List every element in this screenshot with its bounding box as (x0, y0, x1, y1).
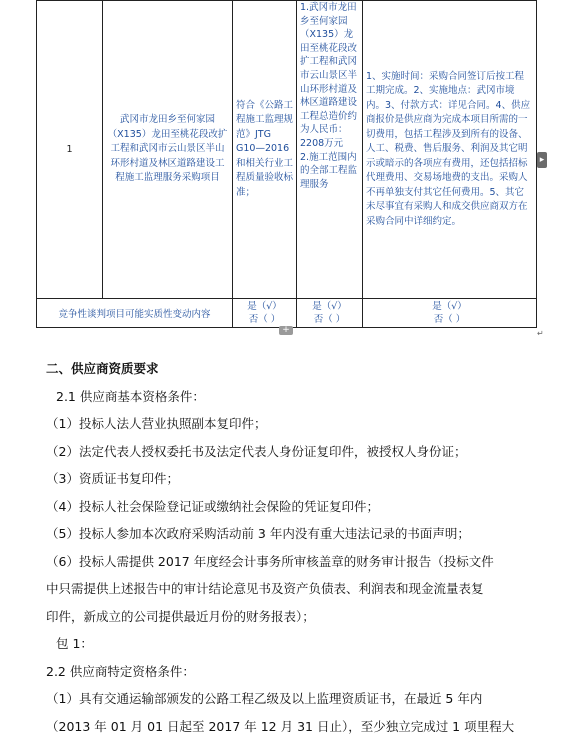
paragraph-mark-icon: ↵ (537, 329, 544, 338)
table-row (37, 1, 537, 299)
content-item: 1.武冈市龙田乡至何家园（X135）龙田至桃花段改扩工程和武冈市云山景区半山环形村道及林区道路建设工程总造价约为人民币：2208万元 (300, 2, 358, 149)
chevron-right-icon: ▸ (539, 155, 545, 165)
plus-icon: + (282, 325, 290, 335)
list-item: （3）资质证书复印件； (46, 471, 179, 486)
list-item: （4）投标人社会保险登记证或缴纳社会保险的凭证复印件； (46, 498, 379, 514)
footer-label: 竞争性谈判项目可能实质性变动内容 (37, 299, 233, 328)
yes-no-cell (363, 299, 537, 328)
package-label: 包 1： (56, 636, 93, 651)
row-resize-handle[interactable] (537, 152, 547, 168)
yes-no-cell (233, 299, 297, 328)
project-name-cell: 武冈市龙田乡至何家园（X135）龙田至桃花段改扩工程和武冈市云山景区半山环形村道及林区道路建设工程施工监理服务采购项目 (103, 1, 233, 299)
list-item: （2）法定代表人授权委托书及法定代表人身份证复印件，被授权人身份证； (46, 443, 467, 459)
list-item: （2013 年 01 月 01 日起至 2017 年 12 月 31 日止），至少独立完成过 1 项里程大 (46, 718, 515, 734)
table-row-footer (37, 299, 537, 328)
list-item: （6）投标人需提供 2017 年度经会计事务所审核盖章的财务审计报告（投标文件 (46, 553, 494, 569)
content-item: 2.施工范围内的全部工程监理服务 (300, 151, 358, 190)
yes-option: 是（√） (247, 301, 282, 312)
row-number: 1 (37, 1, 103, 299)
list-item: （1）投标人法人营业执照副本复印件； (46, 416, 267, 431)
yes-option: 是（√） (312, 301, 347, 312)
add-row-button[interactable] (279, 326, 293, 335)
list-item: （1）具有交通运输部颁发的公路工程乙级及以上监理资质证书，在最近 5 年内 (46, 691, 483, 706)
document-body (46, 355, 543, 740)
no-option: 否（ ） (248, 314, 281, 325)
list-item: （5）投标人参加本次政府采购活动前 3 年内没有重大违法记录的书面声明； (46, 526, 470, 541)
list-item: 印件，新成立的公司提供最近月份的财务报表）； (46, 608, 315, 624)
basic-qualification-title: 2.1 供应商基本资格条件： (56, 388, 205, 404)
list-item: 中只需提供上述报告中的审计结论意见书及资产负债表、利润表和现金流量表复 (46, 581, 484, 596)
requirements-table (36, 0, 537, 328)
section-title: 二、供应商资质要求 (46, 361, 159, 376)
service-content-cell (297, 1, 363, 299)
yes-no-cell (297, 299, 363, 328)
standard-cell: 符合《公路工程施工监理规范》JTG G10—2016和相关行业工程质量验收标准； (233, 1, 297, 299)
no-option: 否（ ） (313, 314, 346, 325)
yes-option: 是（√） (432, 301, 467, 312)
no-option: 否（ ） (433, 314, 466, 325)
terms-cell: 1、实施时间：采购合同签订后按工程工期完成。2、实施地点：武冈市境内。3、付款方式：详见合同。4、供应商报价是供应商为完成本项目所需的一切费用，包括工程涉及到所有的设备、人工、税费、售后服务、利润及其它明示或暗示的各项应有费用，还包括招标代理费用、交易场地费的支出。采购人不再单独支付其它任何费用。5、其它未尽事宜有采购人和成交供应商双方在采购合同中详细约定。 (363, 1, 537, 299)
special-qualification-title: 2.2 供应商特定资格条件： (46, 663, 195, 679)
